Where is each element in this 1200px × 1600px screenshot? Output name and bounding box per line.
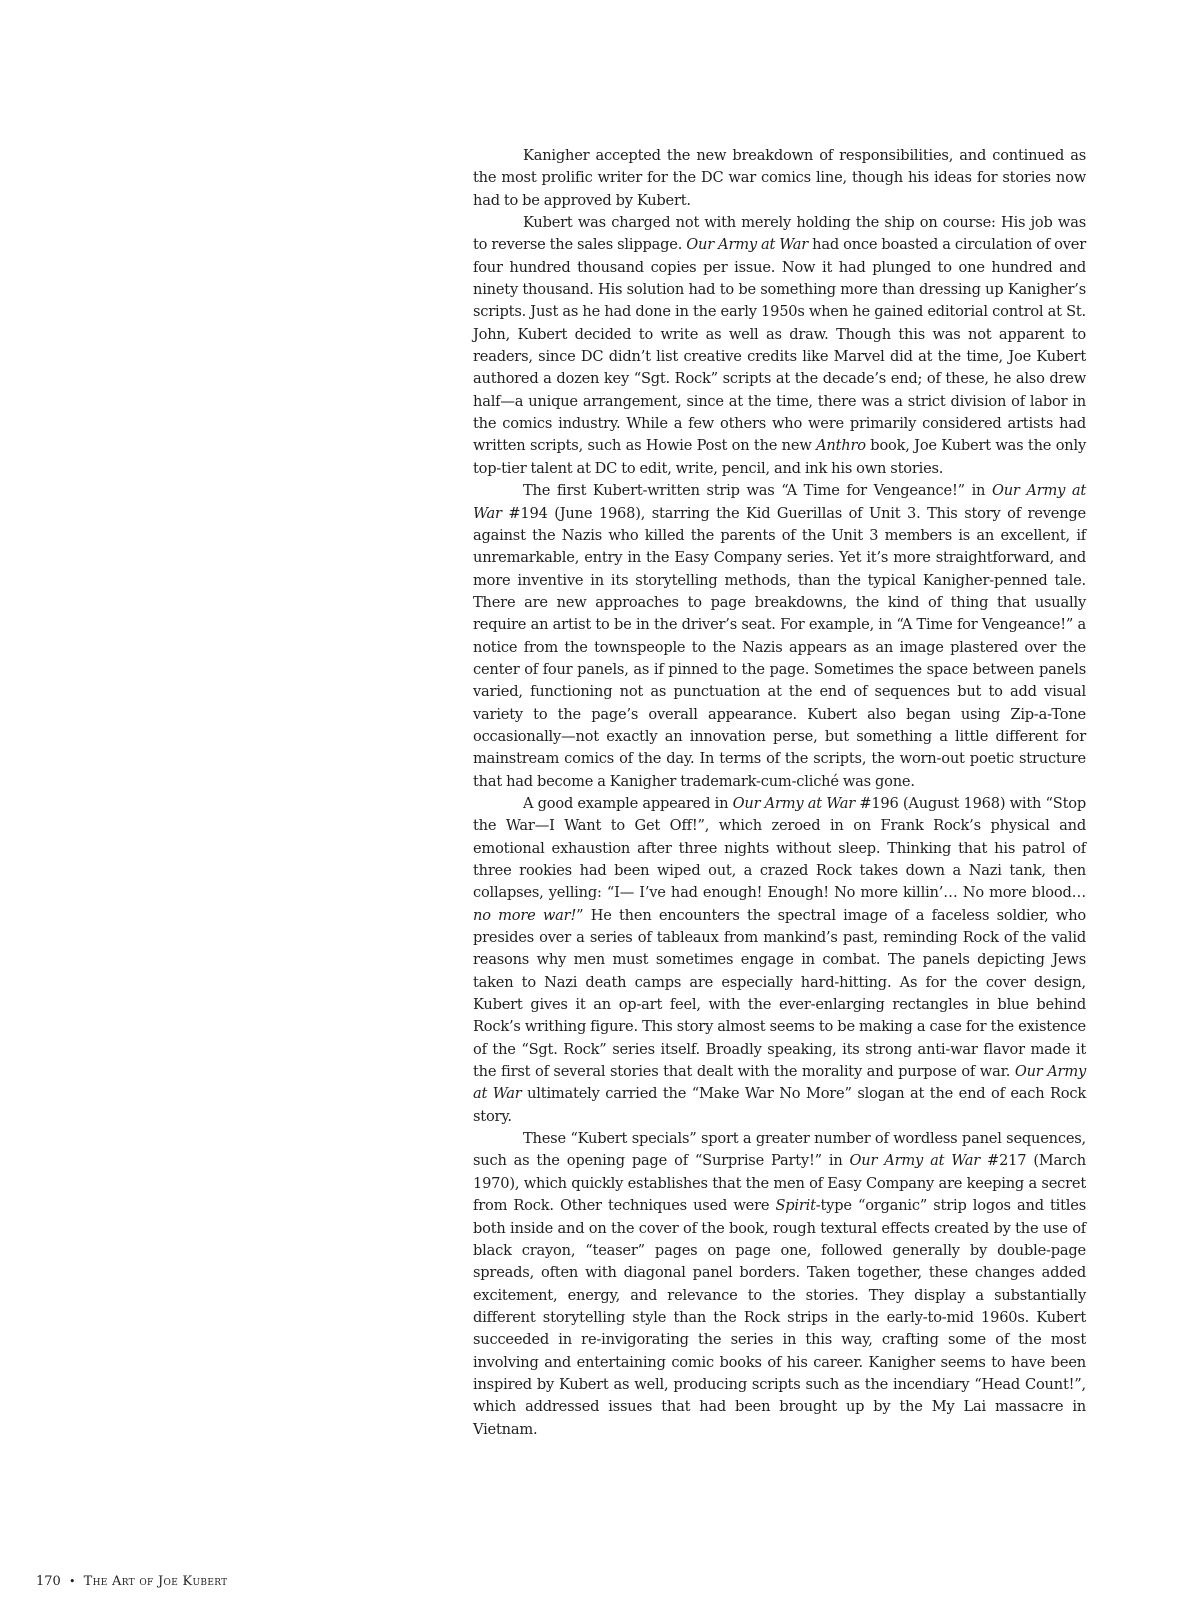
paragraph-5 — [473, 1128, 1086, 1441]
text-run: had once boasted a circulation of over four hundred thousand copies per issue. Now it had plunged to one hundred and ninety thousand. His solution had to be something more than dressing up Kanigher’s scripts. Just as he had done in the early 1950s when he gained editorial control at St. John, Kubert decided to write as well as draw. Though this was not apparent to readers, since DC didn’t list creative credits like Marvel did at the time, Joe Kubert authored a dozen key “Sgt. Rock” scripts at the decade’s end; of these, he also drew half—a unique arrangement, since at the time, there was a strict division of labor in the comics industry. While a few others who were primarily considered artists had written scripts, such as Howie Post on the new — [473, 236, 1086, 455]
text-run: ” He then encounters the spectral image of a faceless soldier, who presides over a series of tableaux from mankind’s past, reminding Rock of the valid reasons why men must sometimes engage in combat. The panels depicting Jews taken to Nazi death camps are especially hard-hitting. As for the cover design, Kubert gives it an op-art feel, with the ever-enlarging rectangles in blue behind Rock’s writhing figure. This story almost seems to be making a case for the existence of the “Sgt. Rock” series itself. Broadly speaking, its strong anti-war flavor made it the first of several stories that dealt with the morality and purpose of war. — [473, 906, 1086, 1081]
italic-title-run: Our Army at War — [732, 794, 856, 812]
paragraph-2 — [473, 212, 1086, 480]
text-run: Kubert was charged not with merely holding the ship on course: His job was to reverse the sales slippage. — [473, 214, 1086, 254]
italic-title-run: Our Army at War — [473, 1063, 1087, 1103]
italic-title-run: no more war! — [473, 906, 577, 924]
text-run: Kanigher accepted the new breakdown of responsibilities, and continued as the most prolific writer for the DC war comics line, though his ideas for stories now had to be approved by Kubert. — [473, 147, 1086, 209]
text-run: #196 (August 1968) with “Stop the War—I Want to Get Off!”, which zeroed in on Frank Rock’s physical and emotional exhaustion after three nights without sleep. Thinking that his patrol of three rookies had been wiped out, a crazed Rock takes down a Nazi tank, then collapses, yelling: “I— I’ve had enough! Enough! No more killin’… No more blood… — [473, 794, 1086, 902]
text-run: ultimately carried the “Make War No More” slogan at the end of each Rock story. — [473, 1085, 1087, 1125]
italic-title-run: Our Army at War — [686, 236, 809, 254]
page-number: 170 — [36, 1574, 61, 1589]
page-footer — [36, 1574, 227, 1589]
body-text-column — [473, 145, 1086, 1441]
italic-title-run: Spirit — [775, 1197, 816, 1215]
text-run: book, Joe Kubert was the only top-tier talent at DC to edit, write, pencil, and ink his own stories. — [473, 437, 1086, 477]
text-run: These “Kubert specials” sport a greater number of wordless panel sequences, such as the opening page of “Surprise Party!” in — [473, 1130, 1086, 1170]
text-run: #217 (March 1970), which quickly establishes that the men of Easy Company are keeping a secret from Rock. Other techniques used were — [473, 1152, 1086, 1215]
paragraph-1 — [473, 145, 1086, 212]
running-book-title: The Art of Joe Kubert — [83, 1574, 228, 1589]
text-run: The first Kubert-written strip was “A Time for Vengeance!” in — [523, 482, 992, 500]
footer-separator: • — [68, 1575, 76, 1588]
text-run: #194 (June 1968), starring the Kid Guerillas of Unit 3. This story of revenge against the Nazis who killed the parents of the Unit 3 members is an excellent, if unremarkable, entry in the Easy Company series. Yet it’s more straightforward, and more inventive in its storytelling methods, than the typical Kanigher-penned tale. There are new approaches to page breakdowns, the kind of thing that usually require an artist to be in the driver’s seat. For example, in “A Time for Vengeance!” a notice from the townspeople to the Nazis appears as an image plastered over the center of four panels, as if pinned to the page. Sometimes the space between panels varied, functioning not as punctuation at the end of sequences but to add visual variety to the page’s overall appearance. Kubert also began using Zip-a-Tone occasionally—not exactly an innovation perse, but something a little different for mainstream comics of the day. In terms of the scripts, the worn-out poetic structure that had become a Kanigher trademark-cum-cliché was gone. — [473, 504, 1086, 790]
italic-title-run: Our Army at War — [473, 482, 1087, 522]
paragraph-3 — [473, 480, 1086, 793]
italic-title-run: Our Army at War — [849, 1152, 981, 1170]
italic-title-run: Anthro — [816, 437, 866, 455]
paragraph-4 — [473, 793, 1086, 1128]
text-run: -type “organic” strip logos and titles both inside and on the cover of the book, rough textural effects created by the use of black crayon, “teaser” pages on page one, followed generally by double-page spreads, often with diagonal panel borders. Taken together, these changes added excitement, energy, and relevance to the stories. They display a substantially different storytelling style than the Rock strips in the early-to-mid 1960s. Kubert succeeded in re-invigorating the series in this way, crafting some of the most involving and entertaining comic books of his career. Kanigher seems to have been inspired by Kubert as well, producing scripts such as the incendiary “Head Count!”, which addressed issues that had been brought up by the My Lai massacre in Vietnam. — [473, 1197, 1086, 1438]
text-run: A good example appeared in — [523, 794, 733, 812]
